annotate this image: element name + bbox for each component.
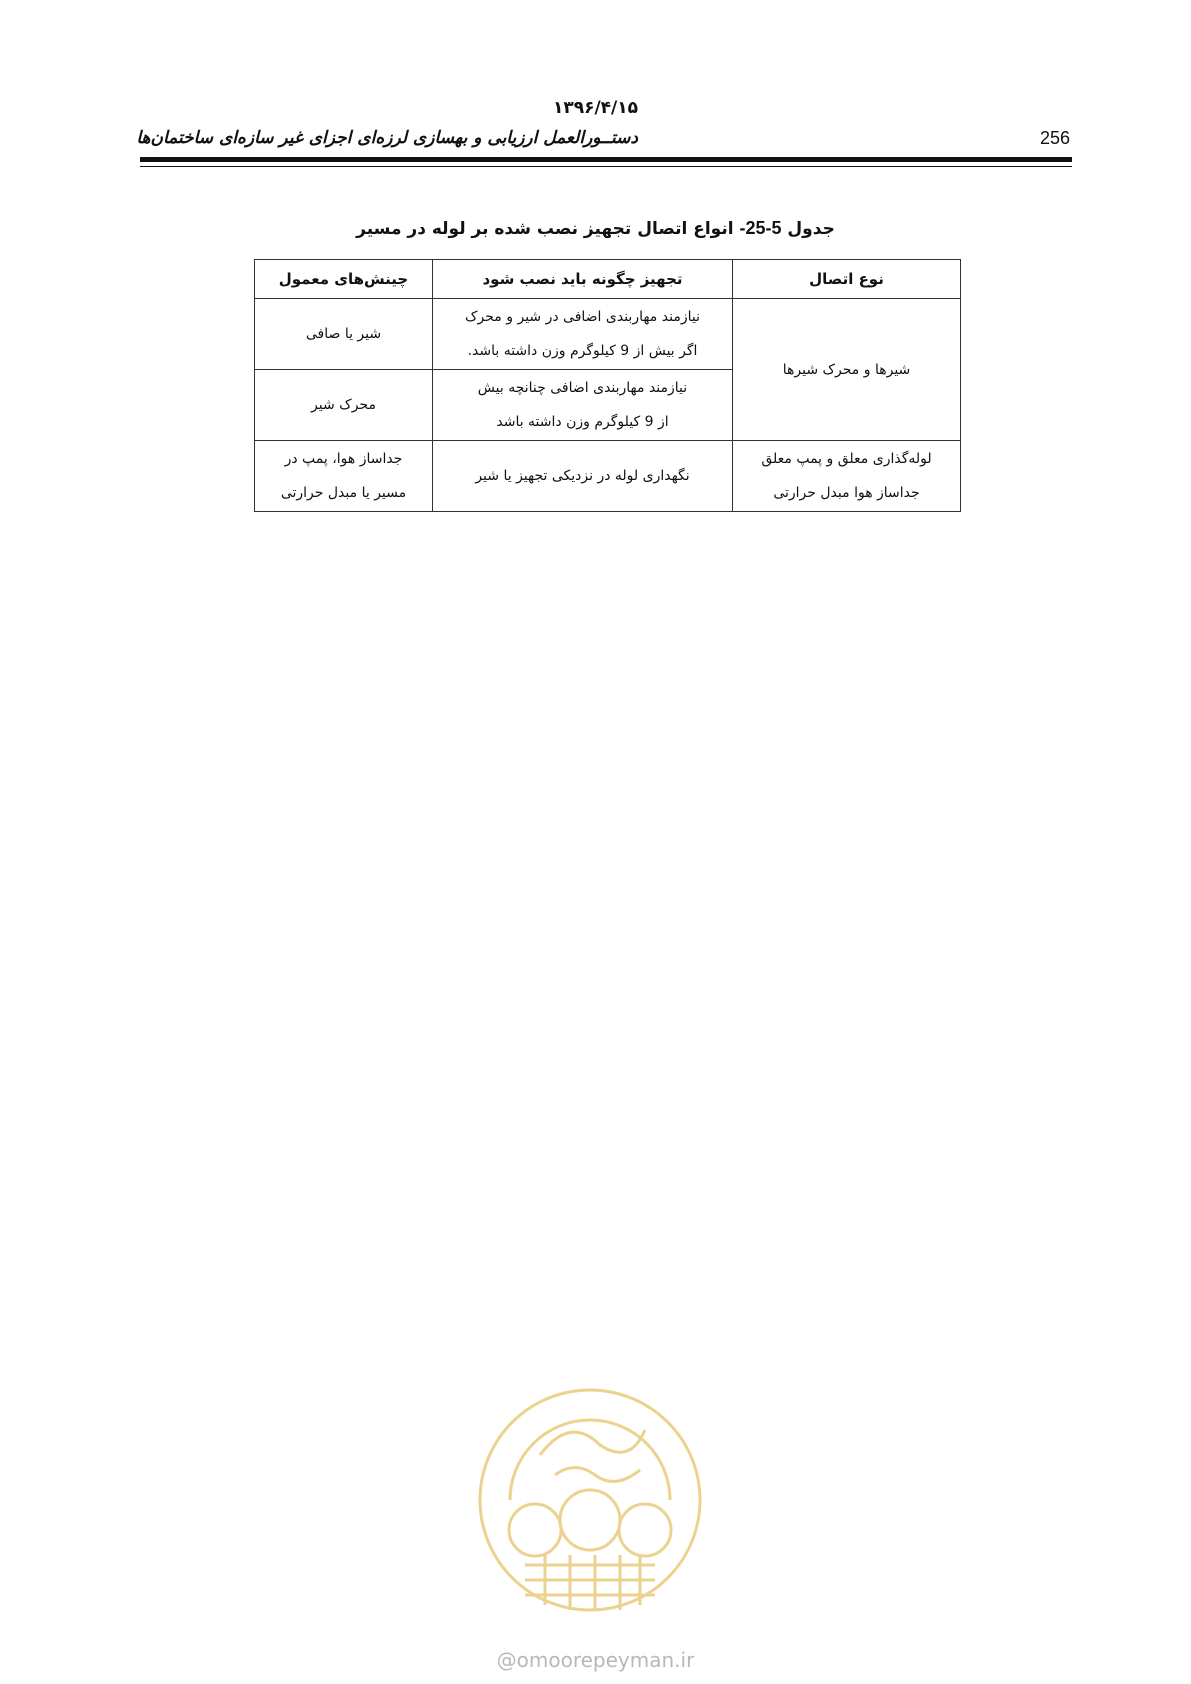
- cell-common-arrangement: [255, 441, 433, 512]
- table-row: [255, 441, 961, 512]
- header-date: ۱۳۹۶/۴/۱۵: [552, 98, 639, 118]
- cell-common-arrangement: شیر یا صافی: [255, 299, 433, 370]
- cell-connection-type: [733, 441, 961, 512]
- header-connection-type: نوع اتصال: [733, 260, 961, 299]
- cell-line: مسیر یا مبدل حرارتی: [280, 485, 407, 501]
- cell-line: لوله‌گذاری معلق و پمپ معلق: [761, 451, 932, 467]
- cell-line: نیازمند مهاربندی اضافی چنانچه بیش: [477, 380, 688, 396]
- cell-line: نیازمند مهاربندی اضافی در شیر و محرک: [465, 309, 700, 325]
- cell-line: جداساز هوا، پمپ در: [284, 451, 403, 467]
- watermark-url: @omoorepeyman.ir: [496, 1648, 695, 1672]
- cell-line: جداساز هوا مبدل حرارتی: [773, 485, 920, 501]
- watermark-logo: [470, 1380, 710, 1620]
- cell-installation-method: نگهداری لوله در نزدیکی تجهیز یا شیر: [433, 441, 733, 512]
- table-caption: [0, 218, 1191, 239]
- cell-common-arrangement: محرک شیر: [255, 370, 433, 441]
- connection-types-table: [254, 259, 961, 512]
- table-header-row: [255, 260, 961, 299]
- cell-line: اگر بیش از 9 کیلوگرم وزن داشته باشد.: [467, 343, 698, 359]
- header-rule-thick: [140, 157, 1072, 162]
- caption-text: انواع اتصال تجهیز نصب شده بر لوله در مسیر: [356, 219, 740, 239]
- cell-installation-method: [433, 299, 733, 370]
- header-installation-method: تجهیز چگونه باید نصب شود: [433, 260, 733, 299]
- table-row: [255, 299, 961, 370]
- caption-number: 5-25-: [739, 218, 782, 238]
- cell-connection-type: شیرها و محرک شیرها: [733, 299, 961, 441]
- caption-prefix: جدول: [781, 219, 835, 239]
- page-number: 256: [1040, 128, 1071, 148]
- document-title: دستــورالعمل ارزیابی و بهسازی لرزه‌ای اجزای غیر سازه‌ای ساختمان‌ها: [136, 128, 638, 148]
- cell-line: از 9 کیلوگرم وزن داشته باشد: [496, 414, 669, 430]
- header-common-arrangements: چینش‌های معمول: [255, 260, 433, 299]
- cell-installation-method: [433, 370, 733, 441]
- header-rule-thin: [140, 166, 1072, 167]
